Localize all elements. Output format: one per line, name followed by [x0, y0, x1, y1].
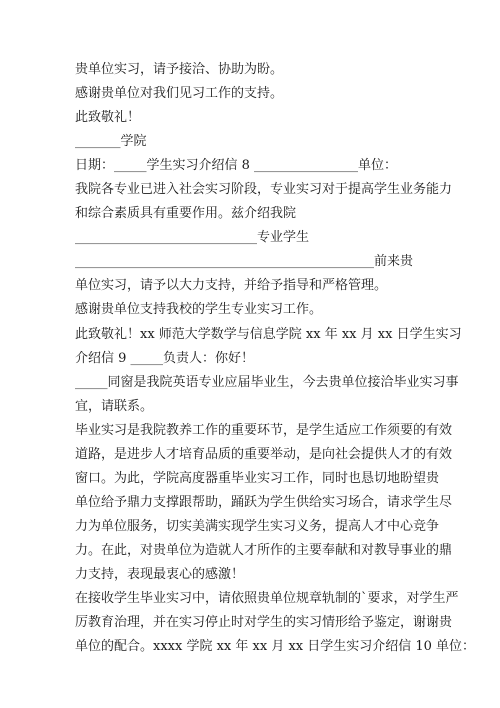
text-line: 单位的配合。xxxx 学院 xx 年 xx 月 xx 日学生实习介绍信 10 单位：	[75, 639, 476, 655]
text-line: 在接收学生毕业实习中，请依照贵单位规章轨制的`要求，对学生严	[75, 591, 459, 607]
text-line: 窗口。为此，学院高度器重毕业实习工作，同时也恳切地盼望贵	[75, 470, 440, 486]
text-line: 感谢贵单位对我们见习工作的支持。	[75, 86, 284, 102]
text-line: 力为单位服务，切实美满实现学生实习义务，提高人才中心竞争	[75, 518, 440, 534]
text-line: 力。在此，对贵单位为造就人才所作的主要奉献和对教导事业的鼎	[75, 542, 453, 558]
text-line: 贵单位实习，请予接洽、协助为盼。	[75, 62, 284, 77]
text-line: 毕业实习是我院教养工作的重要环节，是学生适应工作须要的有效	[75, 422, 453, 438]
text-line: 此致敬礼！xx 师范大学数学与信息学院 xx 年 xx 月 xx 日学生实习	[75, 326, 462, 342]
text-line: 宜，请联系。	[75, 398, 154, 414]
text-line: ______________________________________________前来贵	[75, 254, 414, 270]
text-line: 厉教育治理，并在实习停止时对学生的实习情形给予鉴定，谢谢贵	[75, 615, 453, 631]
document-body	[75, 58, 476, 659]
text-line: 单位实习，请予以大力支持，并给予指导和严格管理。	[75, 278, 388, 294]
text-line: 力支持，表现最衷心的感激！	[75, 566, 245, 582]
text-line: 道路，是进步人才培育品质的重要举动，是向社会提供人才的有效	[75, 446, 453, 462]
text-line: 感谢贵单位支持我校的学生专业实习工作。	[75, 302, 323, 318]
text-line: ____________________________专业学生	[75, 230, 310, 246]
text-line: _____同窗是我院英语专业应届毕业生，今去贵单位接洽毕业实习事	[75, 374, 459, 390]
text-line: 和综合素质具有重要作用。兹介绍我院	[75, 206, 297, 222]
text-line: 我院各专业已进入社会实习阶段，专业实习对于提高学生业务能力	[75, 182, 453, 198]
text-line: 日期：_____学生实习介绍信 8 ________________单位：	[75, 158, 398, 174]
text-line: 单位给予鼎力支撑跟帮助，踊跃为学生供给实习场合，请求学生尽	[75, 494, 453, 510]
text-line: _______学院	[75, 134, 147, 150]
text-line: 介绍信 9 _____负责人：你好！	[75, 350, 255, 366]
text-line: 此致敬礼！	[75, 110, 141, 126]
